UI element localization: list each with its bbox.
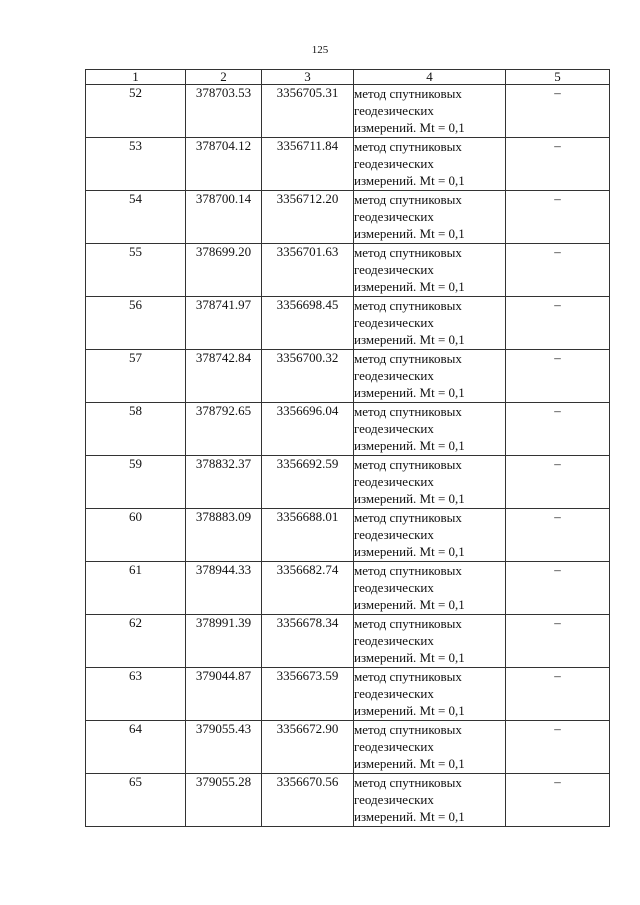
point-number: 61 bbox=[86, 562, 186, 615]
method-cell bbox=[354, 403, 506, 456]
method-line-2: геодезических bbox=[354, 103, 434, 118]
table-row bbox=[86, 85, 610, 138]
coordinate-y: 3356688.01 bbox=[262, 509, 354, 562]
coordinate-x: 378699.20 bbox=[186, 244, 262, 297]
coordinates-table bbox=[85, 69, 610, 827]
table-row bbox=[86, 297, 610, 350]
column-header-4: 4 bbox=[354, 70, 506, 85]
column-header-2: 2 bbox=[186, 70, 262, 85]
table-row bbox=[86, 615, 610, 668]
method-line-2: геодезических bbox=[354, 209, 434, 224]
point-number: 52 bbox=[86, 85, 186, 138]
note-cell: – bbox=[506, 456, 610, 509]
method-line-2: геодезических bbox=[354, 633, 434, 648]
coordinate-y: 3356670.56 bbox=[262, 774, 354, 827]
table-body bbox=[86, 85, 610, 827]
table-row bbox=[86, 774, 610, 827]
coordinate-x: 378741.97 bbox=[186, 297, 262, 350]
method-line-1: метод спутниковых bbox=[354, 457, 462, 472]
method-cell bbox=[354, 562, 506, 615]
method-line-2: геодезических bbox=[354, 262, 434, 277]
coordinate-x: 378991.39 bbox=[186, 615, 262, 668]
coordinate-y: 3356701.63 bbox=[262, 244, 354, 297]
note-cell: – bbox=[506, 562, 610, 615]
coordinate-y: 3356696.04 bbox=[262, 403, 354, 456]
coordinate-y: 3356698.45 bbox=[262, 297, 354, 350]
method-line-1: метод спутниковых bbox=[354, 563, 462, 578]
method-cell bbox=[354, 191, 506, 244]
table-row bbox=[86, 668, 610, 721]
coordinate-y: 3356692.59 bbox=[262, 456, 354, 509]
point-number: 59 bbox=[86, 456, 186, 509]
point-number: 65 bbox=[86, 774, 186, 827]
method-cell bbox=[354, 456, 506, 509]
point-number: 57 bbox=[86, 350, 186, 403]
coordinate-x: 378944.33 bbox=[186, 562, 262, 615]
table-row bbox=[86, 721, 610, 774]
method-line-1: метод спутниковых bbox=[354, 298, 462, 313]
note-cell: – bbox=[506, 668, 610, 721]
table-row bbox=[86, 191, 610, 244]
method-line-2: геодезических bbox=[354, 474, 434, 489]
method-line-3: измерений. Mt = 0,1 bbox=[354, 703, 465, 718]
method-cell bbox=[354, 297, 506, 350]
note-cell: – bbox=[506, 191, 610, 244]
table-row bbox=[86, 403, 610, 456]
method-line-1: метод спутниковых bbox=[354, 404, 462, 419]
coordinate-y: 3356678.34 bbox=[262, 615, 354, 668]
method-line-3: измерений. Mt = 0,1 bbox=[354, 544, 465, 559]
note-cell: – bbox=[506, 85, 610, 138]
note-cell: – bbox=[506, 721, 610, 774]
coordinate-x: 379055.28 bbox=[186, 774, 262, 827]
coordinate-y: 3356682.74 bbox=[262, 562, 354, 615]
method-cell bbox=[354, 774, 506, 827]
coordinate-y: 3356673.59 bbox=[262, 668, 354, 721]
method-line-3: измерений. Mt = 0,1 bbox=[354, 120, 465, 135]
note-cell: – bbox=[506, 509, 610, 562]
coordinate-x: 378832.37 bbox=[186, 456, 262, 509]
method-line-1: метод спутниковых bbox=[354, 775, 462, 790]
note-cell: – bbox=[506, 403, 610, 456]
page-number: 125 bbox=[311, 44, 329, 56]
method-line-2: геодезических bbox=[354, 368, 434, 383]
method-line-1: метод спутниковых bbox=[354, 351, 462, 366]
point-number: 56 bbox=[86, 297, 186, 350]
method-line-3: измерений. Mt = 0,1 bbox=[354, 756, 465, 771]
table-row bbox=[86, 244, 610, 297]
method-line-1: метод спутниковых bbox=[354, 616, 462, 631]
method-cell bbox=[354, 615, 506, 668]
method-line-1: метод спутниковых bbox=[354, 510, 462, 525]
method-line-1: метод спутниковых bbox=[354, 192, 462, 207]
method-line-3: измерений. Mt = 0,1 bbox=[354, 650, 465, 665]
coordinate-y: 3356672.90 bbox=[262, 721, 354, 774]
method-line-2: геодезических bbox=[354, 792, 434, 807]
point-number: 55 bbox=[86, 244, 186, 297]
table-row bbox=[86, 456, 610, 509]
method-cell bbox=[354, 721, 506, 774]
method-cell bbox=[354, 85, 506, 138]
method-line-2: геодезических bbox=[354, 527, 434, 542]
column-header-5: 5 bbox=[506, 70, 610, 85]
method-cell bbox=[354, 244, 506, 297]
method-cell bbox=[354, 668, 506, 721]
point-number: 53 bbox=[86, 138, 186, 191]
method-line-1: метод спутниковых bbox=[354, 245, 462, 260]
coordinate-y: 3356705.31 bbox=[262, 85, 354, 138]
method-cell bbox=[354, 509, 506, 562]
method-line-3: измерений. Mt = 0,1 bbox=[354, 173, 465, 188]
method-line-1: метод спутниковых bbox=[354, 722, 462, 737]
method-line-1: метод спутниковых bbox=[354, 86, 462, 101]
coordinate-x: 378700.14 bbox=[186, 191, 262, 244]
coordinate-x: 378704.12 bbox=[186, 138, 262, 191]
table-row bbox=[86, 562, 610, 615]
coordinate-x: 378883.09 bbox=[186, 509, 262, 562]
column-header-3: 3 bbox=[262, 70, 354, 85]
coordinate-x: 378742.84 bbox=[186, 350, 262, 403]
note-cell: – bbox=[506, 244, 610, 297]
method-line-3: измерений. Mt = 0,1 bbox=[354, 279, 465, 294]
coordinate-y: 3356712.20 bbox=[262, 191, 354, 244]
point-number: 64 bbox=[86, 721, 186, 774]
note-cell: – bbox=[506, 297, 610, 350]
method-line-3: измерений. Mt = 0,1 bbox=[354, 332, 465, 347]
note-cell: – bbox=[506, 138, 610, 191]
table-header-row bbox=[86, 70, 610, 85]
coordinate-x: 378703.53 bbox=[186, 85, 262, 138]
point-number: 63 bbox=[86, 668, 186, 721]
method-line-2: геодезических bbox=[354, 421, 434, 436]
coordinate-y: 3356700.32 bbox=[262, 350, 354, 403]
method-line-3: измерений. Mt = 0,1 bbox=[354, 491, 465, 506]
method-line-2: геодезических bbox=[354, 315, 434, 330]
method-line-1: метод спутниковых bbox=[354, 669, 462, 684]
point-number: 60 bbox=[86, 509, 186, 562]
coordinate-x: 379055.43 bbox=[186, 721, 262, 774]
method-line-3: измерений. Mt = 0,1 bbox=[354, 226, 465, 241]
point-number: 58 bbox=[86, 403, 186, 456]
point-number: 54 bbox=[86, 191, 186, 244]
table-row bbox=[86, 138, 610, 191]
method-line-3: измерений. Mt = 0,1 bbox=[354, 809, 465, 824]
method-cell bbox=[354, 138, 506, 191]
table-row bbox=[86, 509, 610, 562]
note-cell: – bbox=[506, 774, 610, 827]
note-cell: – bbox=[506, 615, 610, 668]
method-line-2: геодезических bbox=[354, 156, 434, 171]
coordinate-y: 3356711.84 bbox=[262, 138, 354, 191]
method-line-2: геодезических bbox=[354, 580, 434, 595]
coordinate-x: 379044.87 bbox=[186, 668, 262, 721]
method-line-3: измерений. Mt = 0,1 bbox=[354, 385, 465, 400]
point-number: 62 bbox=[86, 615, 186, 668]
method-line-3: измерений. Mt = 0,1 bbox=[354, 597, 465, 612]
method-cell bbox=[354, 350, 506, 403]
table-row bbox=[86, 350, 610, 403]
column-header-1: 1 bbox=[86, 70, 186, 85]
method-line-1: метод спутниковых bbox=[354, 139, 462, 154]
note-cell: – bbox=[506, 350, 610, 403]
coordinate-x: 378792.65 bbox=[186, 403, 262, 456]
method-line-3: измерений. Mt = 0,1 bbox=[354, 438, 465, 453]
method-line-2: геодезических bbox=[354, 686, 434, 701]
method-line-2: геодезических bbox=[354, 739, 434, 754]
